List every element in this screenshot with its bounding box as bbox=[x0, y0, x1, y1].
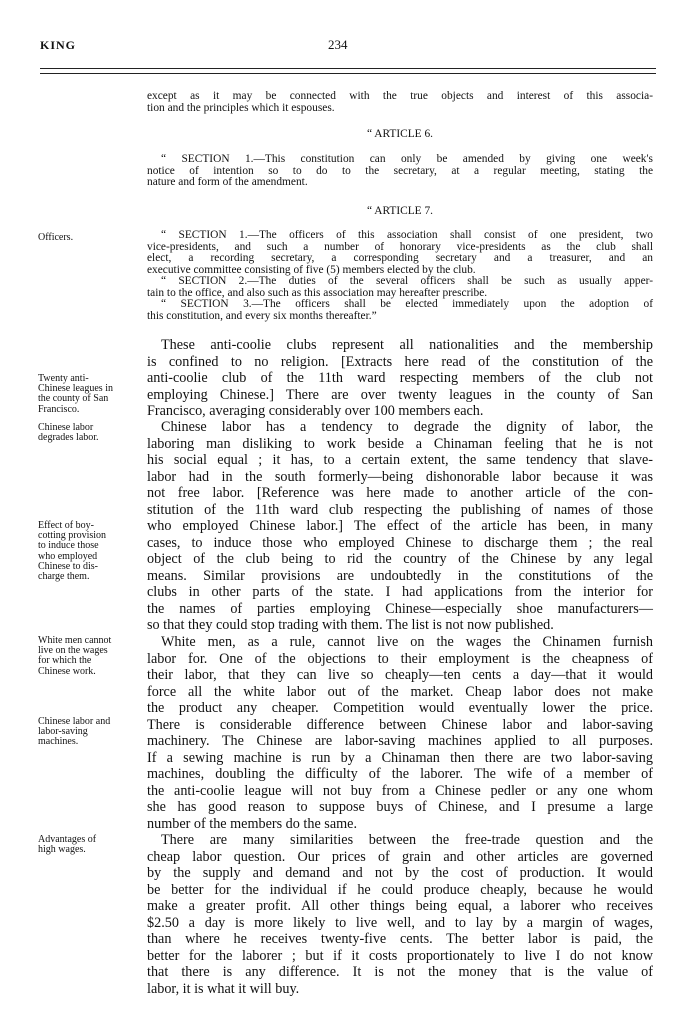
side-note-line: Advantages of bbox=[38, 834, 97, 845]
text-line: If a sewing machine is run by a Chinaman then there are two labor-saving bbox=[147, 749, 653, 766]
text-line: These anti-coolie clubs represent all nationalities and the membership bbox=[161, 337, 653, 353]
text-line: means. Similar provisions are undoubtedly in the constitutions of the bbox=[147, 567, 653, 584]
text-line: tion and the principles which it espouses. bbox=[147, 101, 335, 114]
text-line: anti-coolie club of the 11th ward respecting members of the club not bbox=[147, 370, 653, 386]
text-line: is confined to no religion. [Extracts here read of the constitution of the bbox=[147, 353, 653, 370]
text-line: “ SECTION 2.—The duties of the several officers shall be such as usually apper- bbox=[161, 275, 653, 287]
paragraph-free-trade bbox=[147, 832, 653, 997]
text-line: the anti-coolie league will not buy from a Chinese pedler or any one whom bbox=[147, 782, 653, 799]
text-line: make a greater profit. All other things being equal, a laborer who receives bbox=[147, 898, 653, 914]
side-note-line: high wages. bbox=[38, 844, 86, 856]
side-note-officers bbox=[38, 233, 142, 243]
text-line: stitution of the 11th ward club respecting the publishing of names of those bbox=[147, 501, 653, 518]
text-line: $2.50 a day is more likely to live well, and to lay by a margin of wages, bbox=[147, 914, 653, 931]
text-line: by the supply and demand and not by the cost of production. It would bbox=[147, 865, 653, 881]
text-line: number of the members do the same. bbox=[147, 815, 357, 832]
text-line: tain to the office, and also such as this association may hereafter prescribe. bbox=[147, 286, 488, 299]
article-7-heading: “ ARTICLE 7. bbox=[366, 205, 434, 217]
text-line: clubs in other parts of the state. I had applications from the interior for bbox=[147, 584, 653, 600]
text-line: their labor, that they can live so cheaply—ten cents a day—that it would bbox=[147, 667, 653, 683]
text-line: object of the club being to rid the country of the Chinese by any legal bbox=[147, 551, 653, 567]
article-7-section-3 bbox=[147, 299, 653, 322]
text-line: Francisco, averaging considerably over 100 members each. bbox=[147, 403, 484, 419]
text-line: “ SECTION 1.—The officers of this association shall consist of one president, two bbox=[161, 229, 653, 241]
text-line: nature and form of the amendment. bbox=[147, 176, 308, 189]
text-line: labor, it is what it will buy. bbox=[147, 980, 300, 997]
text-line: employing Chinese.] There are over twenty leagues in the county of San bbox=[147, 386, 653, 403]
text-line: not free labor. [Reference was here made to another article of the con- bbox=[147, 485, 653, 501]
side-note-line: live on the wages bbox=[38, 645, 108, 657]
side-note-line: machines. bbox=[38, 736, 79, 748]
text-line: better for the laborer ; but if it costs proportionately to live I do not know bbox=[147, 947, 653, 964]
side-note-line: degrades labor. bbox=[38, 432, 99, 444]
text-line: cases, to induce those who employed Chinese to discharge them ; the real bbox=[147, 534, 653, 551]
side-note-line: for which the bbox=[38, 655, 92, 667]
side-note-line: Francisco. bbox=[38, 403, 80, 415]
side-note-twenty-leagues bbox=[38, 374, 142, 415]
text-line: be better for the individual if he could produce cheaply, because he would bbox=[147, 881, 653, 898]
text-line: his social equal ; it has, to a certain extent, the same tendency that slave- bbox=[147, 452, 653, 468]
text-line: elect, a recording secretary, a corresponding secretary and a treasurer, and an bbox=[147, 252, 653, 265]
text-line: notice of intention so to do to the secretary, at a regular meeting, stating the bbox=[147, 164, 653, 177]
text-line: executive committee consisting of five (5) members elected by the club. bbox=[147, 263, 476, 276]
side-note-labor-saving bbox=[38, 717, 142, 748]
text-line: vice-presidents, and such a number of honorary vice-presidents as the club shall bbox=[147, 240, 653, 253]
side-note-line: Chinese labor and bbox=[38, 716, 111, 727]
text-line: she has good reason to suppose buys of Chinese, and I presume a large bbox=[147, 799, 653, 815]
text-line: cheap labor question. Our prices of grain and other articles are governed bbox=[147, 848, 653, 865]
article-6-section-1 bbox=[147, 154, 653, 189]
header-rule-bottom bbox=[40, 73, 656, 74]
text-line: There are many similarities between the free-trade question and the bbox=[161, 832, 653, 848]
paragraph-white-men bbox=[147, 634, 653, 832]
side-note-line: White men cannot bbox=[38, 635, 112, 646]
article-7-section-2 bbox=[147, 276, 653, 299]
text-line: machines, doubling the difficulty of the laborer. The wife of a member of bbox=[147, 766, 653, 782]
text-line: labor had in the south formerly—being dishonorable labor because it was bbox=[147, 468, 653, 485]
side-note-line: to induce those bbox=[38, 540, 99, 552]
side-note-line: charge them. bbox=[38, 571, 90, 583]
text-line: this constitution, and every six months thereafter.” bbox=[147, 309, 377, 322]
side-note-line: Twenty anti- bbox=[38, 373, 89, 384]
text-line: “ SECTION 3.—The officers shall be elected immediately upon the adoption of bbox=[161, 298, 653, 310]
side-note-high-wages bbox=[38, 835, 142, 855]
text-line: who employed Chinese labor.] The effect of the article has been, in many bbox=[147, 518, 653, 534]
text-line: force all the white labor out of the market. Cheap labor does not make bbox=[147, 683, 653, 700]
side-note-line: Chinese labor bbox=[38, 422, 94, 433]
text-line: so that they could stop trading with them. The list is not now published. bbox=[147, 617, 554, 633]
side-note-line: who employed bbox=[38, 550, 98, 562]
side-note-line: Effect of boy- bbox=[38, 520, 94, 531]
intro-paragraph bbox=[147, 91, 653, 114]
text-line: the product any cheaper. Competition would eventually lower the price. bbox=[147, 700, 653, 716]
text-line: labor for. One of the objections to their employment is the cheapness of bbox=[147, 650, 653, 667]
side-note-line: Chinese leagues in bbox=[38, 383, 113, 395]
text-line: “ SECTION 1.—This constitution can only be amended by giving one week's bbox=[161, 153, 653, 165]
side-note-line: the county of San bbox=[38, 393, 109, 405]
article-6-heading: “ ARTICLE 6. bbox=[366, 128, 434, 140]
paragraph-anti-coolie-clubs bbox=[147, 337, 653, 420]
running-head: KING bbox=[40, 38, 77, 52]
paragraph-chinese-labor bbox=[147, 419, 653, 634]
text-line: the names of parties employing Chinese—especially shoe manufacturers— bbox=[147, 600, 653, 617]
side-note-line: Chinese work. bbox=[38, 665, 96, 677]
text-line: White men, as a rule, cannot live on the wages the Chinamen furnish bbox=[161, 634, 653, 650]
page-number: 234 bbox=[328, 37, 348, 52]
side-note-white-men-wages bbox=[38, 636, 142, 677]
side-note-line: cotting provision bbox=[38, 530, 107, 542]
article-7-section-1 bbox=[147, 230, 653, 276]
text-line: than where he receives twenty-five cents. The better labor is paid, the bbox=[147, 931, 653, 947]
side-note-line: Officers. bbox=[38, 232, 74, 243]
text-line: except as it may be connected with the true objects and interest of this associa- bbox=[147, 90, 653, 102]
side-note-line: Chinese to dis- bbox=[38, 560, 98, 572]
header-rule-top bbox=[40, 68, 656, 69]
text-line: that there is any difference. It is not the money that is the value of bbox=[147, 964, 653, 980]
text-line: Chinese labor has a tendency to degrade the dignity of labor, the bbox=[161, 419, 653, 435]
side-note-line: labor-saving bbox=[38, 726, 88, 738]
text-line: laboring man disliking to work beside a Chinaman feeling that he is not bbox=[147, 435, 653, 452]
side-note-degrades-labor bbox=[38, 423, 142, 443]
text-line: There is considerable difference between Chinese labor and labor-saving bbox=[147, 716, 653, 733]
text-line: machinery. The Chinese are labor-saving machines applied to all purposes. bbox=[147, 733, 653, 749]
side-note-boycott bbox=[38, 521, 142, 582]
